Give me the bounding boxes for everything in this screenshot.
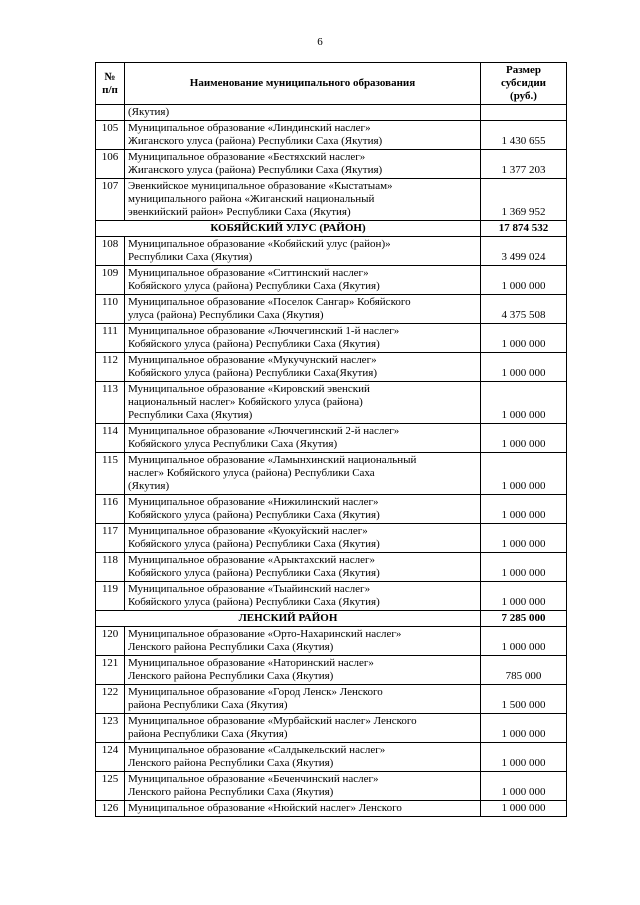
row-number: 106 xyxy=(96,150,125,179)
table-row xyxy=(96,382,567,424)
row-name: Муниципальное образование «Беченчинский наслег» Ленского района Республики Саха (Якутия) xyxy=(125,772,481,801)
table-row xyxy=(96,295,567,324)
table-row xyxy=(96,266,567,295)
header-name xyxy=(125,63,481,105)
row-name: Эвенкийское муниципальное образование «Кыстатыам» муниципального района «Жиганский национальный эвенкийский район» Республики Саха (Якутия) xyxy=(125,179,481,221)
row-amount xyxy=(481,105,567,121)
row-name: Муниципальное образование «Ситтинский наслег» Кобяйского улуса (района) Республики Саха (Якутия) xyxy=(125,266,481,295)
row-name: Муниципальное образование «Люччегинский 2-й наслег» Кобяйского улуса Республики Саха (Якутия) xyxy=(125,424,481,453)
subsidy-table xyxy=(95,62,567,817)
row-number xyxy=(96,105,125,121)
row-number: 118 xyxy=(96,553,125,582)
table-row xyxy=(96,714,567,743)
district-total: 7 285 000 xyxy=(481,611,567,627)
row-number: 109 xyxy=(96,266,125,295)
row-amount: 1 000 000 xyxy=(481,495,567,524)
row-amount: 1 000 000 xyxy=(481,424,567,453)
row-amount: 1 000 000 xyxy=(481,627,567,656)
row-number: 122 xyxy=(96,685,125,714)
table-row xyxy=(96,627,567,656)
row-amount: 1 369 952 xyxy=(481,179,567,221)
row-amount: 1 000 000 xyxy=(481,772,567,801)
row-number: 117 xyxy=(96,524,125,553)
row-number: 120 xyxy=(96,627,125,656)
row-amount: 1 430 655 xyxy=(481,121,567,150)
row-amount: 1 500 000 xyxy=(481,685,567,714)
row-name: Муниципальное образование «Мурбайский наслег» Ленского района Республики Саха (Якутия) xyxy=(125,714,481,743)
row-amount: 1 000 000 xyxy=(481,382,567,424)
table-body xyxy=(96,105,567,817)
row-number: 113 xyxy=(96,382,125,424)
table-row xyxy=(96,237,567,266)
row-name: Муниципальное образование «Поселок Сангар» Кобяйского улуса (района) Республики Саха (Якутия) xyxy=(125,295,481,324)
table-row xyxy=(96,105,567,121)
row-number: 116 xyxy=(96,495,125,524)
row-number: 105 xyxy=(96,121,125,150)
row-name: Муниципальное образование «Орто-Нахаринский наслег» Ленского района Республики Саха (Якутия) xyxy=(125,627,481,656)
page-number: 6 xyxy=(317,36,323,48)
row-amount: 1 377 203 xyxy=(481,150,567,179)
row-number: 108 xyxy=(96,237,125,266)
row-number: 123 xyxy=(96,714,125,743)
row-number: 121 xyxy=(96,656,125,685)
row-name: Муниципальное образование «Линдинский наслег» Жиганского улуса (района) Республики Саха (Якутия) xyxy=(125,121,481,150)
row-name: Муниципальное образование «Нюйский наслег» Ленского xyxy=(125,801,481,817)
header-num xyxy=(96,63,125,105)
row-name: Муниципальное образование «Город Ленск» Ленского района Республики Саха (Якутия) xyxy=(125,685,481,714)
row-name: Муниципальное образование «Наторинский наслег» Ленского района Республики Саха (Якутия) xyxy=(125,656,481,685)
row-amount: 1 000 000 xyxy=(481,582,567,611)
row-amount: 1 000 000 xyxy=(481,801,567,817)
row-name: Муниципальное образование «Мукучунский наслег» Кобяйского улуса (района) Республики Саха(Якутия) xyxy=(125,353,481,382)
header-num-text: № п/п xyxy=(102,70,118,96)
row-number: 114 xyxy=(96,424,125,453)
row-name: Муниципальное образование «Бестяхский наслег» Жиганского улуса (района) Республики Саха (Якутия) xyxy=(125,150,481,179)
row-amount: 1 000 000 xyxy=(481,743,567,772)
row-name: Муниципальное образование «Ламынхинский национальный наслег» Кобяйского улуса (района) Республики Саха (Якутия) xyxy=(125,453,481,495)
row-number: 124 xyxy=(96,743,125,772)
table-row xyxy=(96,324,567,353)
table-row xyxy=(96,524,567,553)
row-name: Муниципальное образование «Тыайинский наслег» Кобяйского улуса (района) Республики Саха (Якутия) xyxy=(125,582,481,611)
table-row xyxy=(96,353,567,382)
row-amount: 1 000 000 xyxy=(481,553,567,582)
row-amount: 785 000 xyxy=(481,656,567,685)
row-name: (Якутия) xyxy=(125,105,481,121)
table-row xyxy=(96,582,567,611)
row-name: Муниципальное образование «Салдыкельский наслег» Ленского района Республики Саха (Якутия) xyxy=(125,743,481,772)
row-name: Муниципальное образование «Арыктахский наслег» Кобяйского улуса (района) Республики Саха (Якутия) xyxy=(125,553,481,582)
row-name: Муниципальное образование «Куокуйский наслег» Кобяйского улуса (района) Республики Саха (Якутия) xyxy=(125,524,481,553)
row-amount: 1 000 000 xyxy=(481,714,567,743)
table-row xyxy=(96,150,567,179)
table-header-row xyxy=(96,63,567,105)
row-amount: 1 000 000 xyxy=(481,524,567,553)
district-name: КОБЯЙСКИЙ УЛУС (РАЙОН) xyxy=(96,221,481,237)
row-amount: 1 000 000 xyxy=(481,324,567,353)
header-amount xyxy=(481,63,567,105)
header-amount-text: Размер субсидии (руб.) xyxy=(500,64,547,102)
district-total: 17 874 532 xyxy=(481,221,567,237)
header-name-text: Наименование муниципального образования xyxy=(189,77,416,89)
table-row xyxy=(96,121,567,150)
row-number: 119 xyxy=(96,582,125,611)
row-amount: 1 000 000 xyxy=(481,266,567,295)
table-row xyxy=(96,656,567,685)
table-row xyxy=(96,424,567,453)
table-row xyxy=(96,743,567,772)
row-number: 110 xyxy=(96,295,125,324)
table-row xyxy=(96,495,567,524)
table-row xyxy=(96,453,567,495)
district-row xyxy=(96,221,567,237)
row-amount: 4 375 508 xyxy=(481,295,567,324)
row-name: Муниципальное образование «Люччегинский 1-й наслег» Кобяйского улуса (района) Республики Саха (Якутия) xyxy=(125,324,481,353)
row-number: 112 xyxy=(96,353,125,382)
row-number: 107 xyxy=(96,179,125,221)
table-row xyxy=(96,772,567,801)
row-amount: 1 000 000 xyxy=(481,453,567,495)
table-row xyxy=(96,553,567,582)
row-number: 115 xyxy=(96,453,125,495)
row-number: 111 xyxy=(96,324,125,353)
district-row xyxy=(96,611,567,627)
row-amount: 3 499 024 xyxy=(481,237,567,266)
row-amount: 1 000 000 xyxy=(481,353,567,382)
table-row xyxy=(96,685,567,714)
row-name: Муниципальное образование «Кировский эвенский национальный наслег» Кобяйского улуса (района) Республики Саха (Якутия) xyxy=(125,382,481,424)
row-name: Муниципальное образование «Нижилинский наслег» Кобяйского улуса (района) Республики Саха (Якутия) xyxy=(125,495,481,524)
row-number: 125 xyxy=(96,772,125,801)
row-number: 126 xyxy=(96,801,125,817)
table-row xyxy=(96,179,567,221)
district-name: ЛЕНСКИЙ РАЙОН xyxy=(96,611,481,627)
row-name: Муниципальное образование «Кобяйский улус (район)» Республики Саха (Якутия) xyxy=(125,237,481,266)
table-row xyxy=(96,801,567,817)
